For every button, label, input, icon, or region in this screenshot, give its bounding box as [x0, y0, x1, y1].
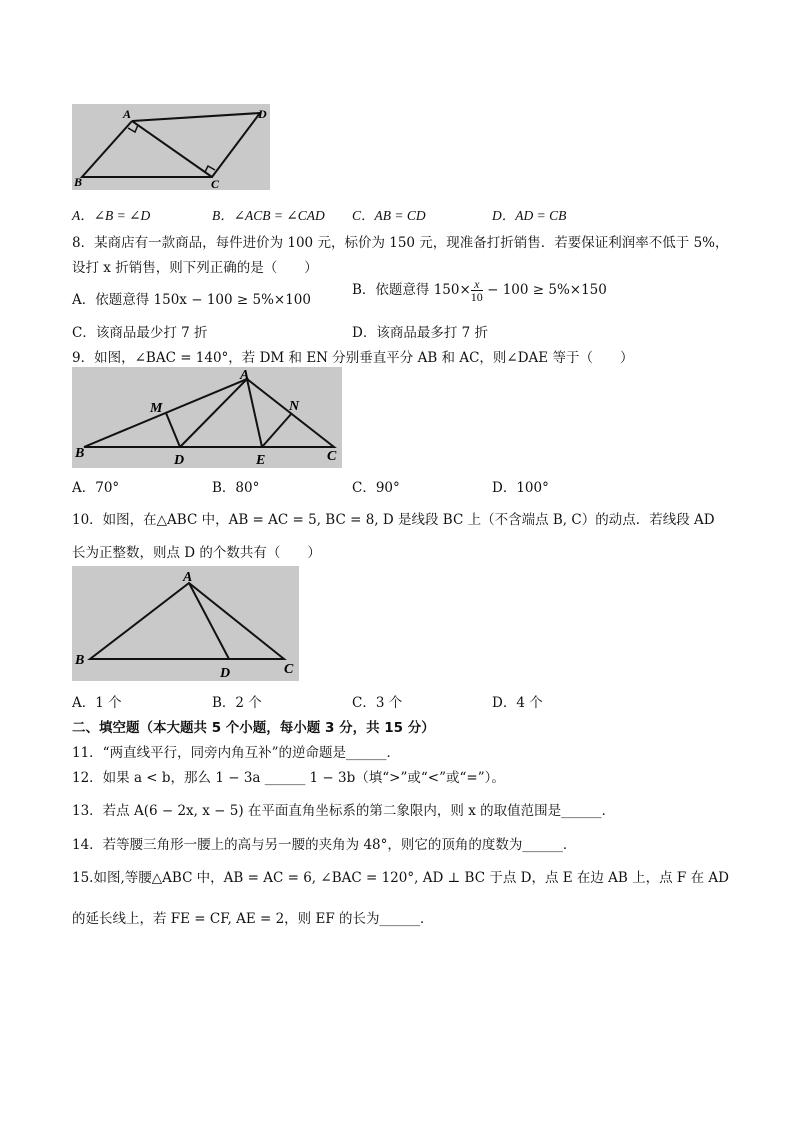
q8-option-b-prefix: B．依题意得 150× [352, 282, 471, 298]
q8-option-b[interactable] [352, 278, 607, 303]
q10-option-c[interactable]: C．3 个 [352, 695, 403, 711]
triangle-bisector-diagram [72, 367, 342, 468]
label-a: A [123, 107, 132, 121]
diagonal-ac [132, 121, 212, 177]
q15-stem-line2: 的延长线上，若 FE = CF, AE = 2，则 EF 的长为______． [72, 911, 434, 927]
label-e: E [256, 453, 266, 468]
label-b: B [75, 653, 85, 668]
figure-q7 [72, 104, 270, 190]
q8-option-b-suffix: − 100 ≥ 5%×150 [482, 282, 607, 298]
label-d: D [174, 453, 185, 468]
q8-option-a[interactable]: A．依题意得 150x − 100 ≥ 5%×100 [72, 292, 311, 308]
q8-stem-line2: 设打 x 折销售，则下列正确的是（ ） [72, 260, 318, 276]
isosceles-triangle-diagram [72, 566, 299, 681]
label-n: N [289, 399, 300, 414]
label-b: B [74, 175, 83, 189]
label-c: C [327, 449, 337, 464]
right-angle-c [205, 166, 215, 172]
q15-stem-line1: 15.如图,等腰△ABC 中，AB = AC = 6, ∠BAC = 120°, AD ⊥ BC 于点 D，点 E 在边 AB 上，点 F 在 AD [72, 870, 729, 886]
q8-option-c[interactable]: C．该商品最少打 7 折 [72, 325, 208, 341]
fraction-num: x [471, 278, 483, 291]
label-c: C [211, 177, 220, 190]
q12-stem: 12．如果 a < b，那么 1 − 3a ______ 1 − 3b（填“>”或“<”或“=”）。 [72, 770, 505, 786]
label-a: A [240, 368, 250, 383]
q11-stem: 11．“两直线平行，同旁内角互补”的逆命题是______． [72, 745, 400, 761]
q8-option-d[interactable]: D．该商品最多打 7 折 [352, 325, 488, 341]
q9-option-c[interactable]: C．90° [352, 480, 400, 496]
segment-ne [262, 413, 292, 447]
fraction-x-over-10 [471, 278, 483, 303]
q10-stem-line2: 长为正整数，则点 D 的个数共有（ ） [72, 545, 321, 561]
q7-option-a[interactable]: A．∠B = ∠D [72, 208, 151, 223]
segment-md [166, 413, 180, 447]
q10-option-a[interactable]: A．1 个 [72, 695, 122, 711]
segment-ad [180, 379, 247, 447]
fraction-den: 10 [470, 290, 483, 304]
label-d: D [258, 107, 267, 121]
q7-option-c[interactable]: C．AB = CD [352, 208, 426, 223]
section-title: 二、填空题（本大题共 5 个小题，每小题 3 分，共 15 分） [72, 720, 435, 736]
figure-q10 [72, 566, 299, 681]
q9-option-b[interactable]: B．80° [212, 480, 260, 496]
label-b: B [75, 446, 85, 461]
triangle-abc [90, 583, 284, 659]
label-m: M [150, 401, 163, 416]
q10-option-b[interactable]: B．2 个 [212, 695, 262, 711]
q7-option-d[interactable]: D．AD = CB [492, 208, 567, 223]
q9-stem: 9．如图，∠BAC = 140°，若 DM 和 EN 分别垂直平分 AB 和 AC，则∠DAE 等于（ ） [72, 350, 634, 366]
q14-stem: 14．若等腰三角形一腰上的高与另一腰的夹角为 48°，则它的顶角的度数为______． [72, 837, 577, 853]
q13-stem: 13．若点 A(6 − 2x, x − 5) 在平面直角坐标系的第二象限内，则 x 的取值范围是______． [72, 803, 616, 819]
q10-option-d[interactable]: D．4 个 [492, 695, 543, 711]
segment-ad [189, 583, 229, 659]
label-a: A [183, 570, 193, 585]
parallelogram-diagram [72, 104, 270, 190]
label-d: D [220, 666, 231, 681]
q8-stem-line1: 8．某商店有一款商品，每件进价为 100 元，标价为 150 元，现准备打折销售．若要保证利润率不低于 5%， [72, 235, 729, 251]
shape-abcd [82, 113, 260, 177]
q9-option-d[interactable]: D．100° [492, 480, 549, 496]
right-angle-a [128, 125, 138, 132]
label-c: C [284, 662, 294, 677]
figure-q9 [72, 367, 342, 468]
q9-option-a[interactable]: A．70° [72, 480, 120, 496]
q7-option-b[interactable]: B．∠ACB = ∠CAD [212, 208, 325, 223]
q10-stem-line1: 10．如图，在△ABC 中，AB = AC = 5, BC = 8, D 是线段 BC 上（不含端点 B, C）的动点．若线段 AD [72, 512, 715, 528]
